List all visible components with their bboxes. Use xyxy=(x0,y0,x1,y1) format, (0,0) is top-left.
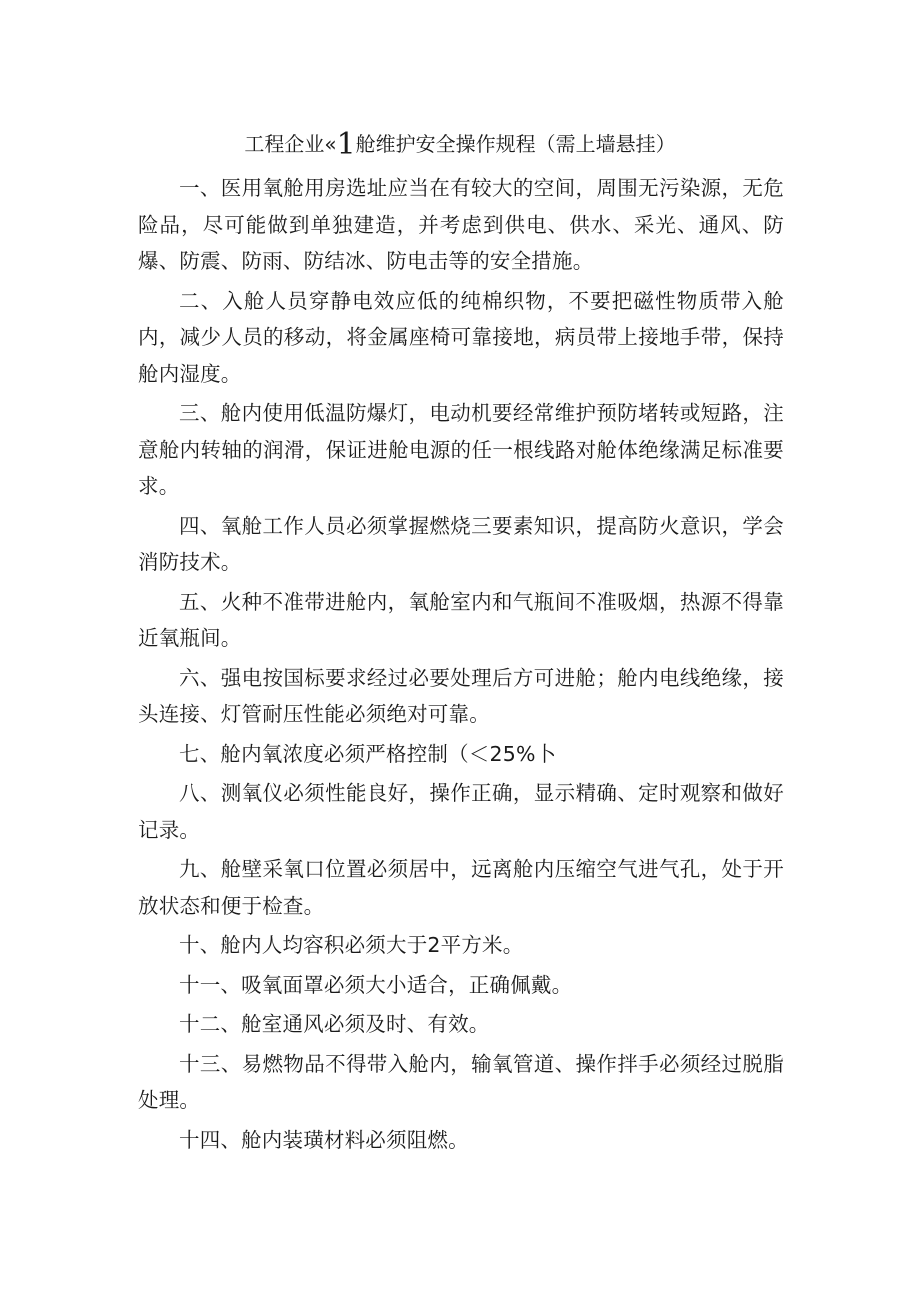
paragraph-2: 二、入舱人员穿静电效应低的纯棉织物，不要把磁性物质带入舱内，减少人员的移动，将金属座椅可靠接地，病员带上接地手带，保持舱内湿度。 xyxy=(138,288,784,386)
paragraph-8: 八、测氧仪必须性能良好，操作正确，显示精确、定时观察和做好记录。 xyxy=(138,781,784,842)
paragraph-14: 十四、舱内装璜材料必须阻燃。 xyxy=(179,1127,469,1152)
paragraph-12: 十二、舱室通风必须及时、有效。 xyxy=(179,1012,490,1036)
title-suffix: 舱维护安全操作规程（需上墙悬挂） xyxy=(355,132,676,156)
paragraph-9: 九、舱壁采氧口位置必须居中，远离舱内压缩空气进气孔，处于开放状态和便于检查。 xyxy=(138,857,784,918)
paragraph-3: 三、舱内使用低温防爆灯，电动机要经常维护预防堵转或短路，注意舱内转轴的润滑，保证进舱电源的任一根线路对舱体绝缘满足标准要求。 xyxy=(138,401,784,498)
paragraph-13: 十三、易燃物品不得带入舱内，输氧管道、操作拌手必须经过脱脂处理。 xyxy=(138,1051,784,1112)
paragraph-5: 五、火种不准带进舱内，氧舱室内和气瓶间不准吸烟，热源不得靠近氧瓶间。 xyxy=(138,589,784,650)
title-prefix: 工程企业« xyxy=(244,132,337,156)
title-mark: 1 xyxy=(336,127,356,162)
paragraph-10: 十、舱内人均容积必须大于2平方米。 xyxy=(179,933,524,957)
paragraph-4: 四、氧舱工作人员必须掌握燃烧三要素知识，提高防火意识，学会消防技术。 xyxy=(138,513,784,574)
paragraph-1: 一、医用氧舱用房选址应当在有较大的空间，周围无污染源，无危险品，尽可能做到单独建造，并考虑到供电、供水、采光、通风、防爆、防震、防雨、防结冰、防电击等的安全措施。 xyxy=(138,176,784,273)
document-title xyxy=(0,124,920,165)
paragraph-6: 六、强电按国标要求经过必要处理后方可进舱；舱内电线绝缘，接头连接、灯管耐压性能必须绝对可靠。 xyxy=(138,665,784,726)
paragraph-11: 十一、吸氧面罩必须大小适合，正确佩戴。 xyxy=(179,972,573,997)
document-body xyxy=(138,170,784,1161)
paragraph-7: 七、舱内氧浓度必须严格控制（＜25%卜 xyxy=(179,741,557,766)
